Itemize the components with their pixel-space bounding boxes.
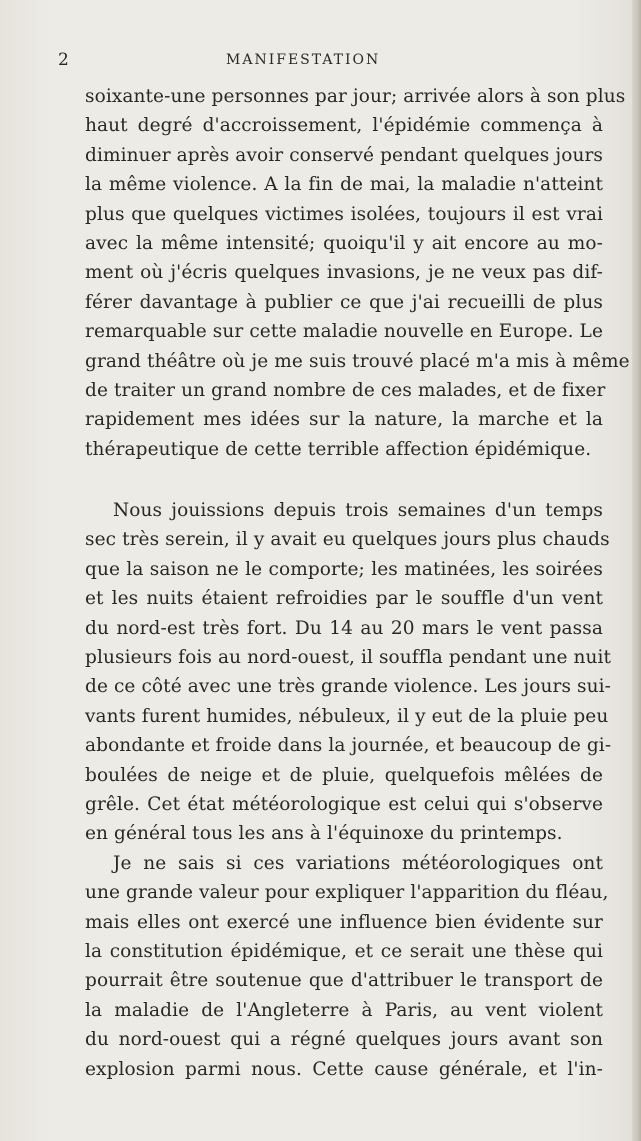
- page-edge-shadow: [632, 0, 641, 1141]
- paragraph-3: [85, 849, 609, 1084]
- text-line: haut degré d'accroissement, l'épidémie commença à: [85, 115, 603, 137]
- text-line: pourrait être soutenue que d'attribuer le transport de: [85, 970, 603, 992]
- text-line: plus que quelques victimes isolées, toujours il est vrai: [85, 203, 603, 225]
- text-line: diminuer après avoir conservé pendant quelques jours: [85, 144, 603, 166]
- text-line: thérapeutique de cette terrible affection épidémique.: [85, 438, 592, 460]
- paragraph-gap: [85, 464, 603, 496]
- text-line: grand théâtre où je me suis trouvé placé m'a mis à même: [85, 350, 630, 372]
- paragraph-2: [85, 496, 612, 849]
- text-line: explosion parmi nous. Cette cause générale, et l'in-: [85, 1058, 603, 1080]
- page-number: 2: [58, 50, 69, 70]
- text-line: grêle. Cet état météorologique est celui qui s'observe: [85, 793, 603, 815]
- text-line: abondante et froide dans la journée, et beaucoup de gi-: [85, 735, 612, 757]
- text-line: du nord-est très fort. Du 14 au 20 mars le vent passa: [85, 617, 603, 639]
- text-line: férer davantage à publier ce que j'ai recueilli de plus: [85, 291, 603, 313]
- running-head: MANIFESTATION: [226, 52, 381, 68]
- text-line: de traiter un grand nombre de ces malades, et de fixer: [85, 379, 606, 401]
- text-line: du nord-ouest qui a régné quelques jours avant son: [85, 1029, 603, 1051]
- page-header: [58, 50, 618, 74]
- text-line: en général tous les ans à l'équinoxe du printemps.: [85, 823, 563, 845]
- paragraph-1: [85, 82, 630, 464]
- text-line: soixante-une personnes par jour; arrivée alors à son plus: [85, 86, 626, 107]
- text-line: vants furent humides, nébuleux, il y eut de la pluie peu: [85, 705, 609, 727]
- text-line: la même violence. A la fin de mai, la maladie n'atteint: [85, 174, 603, 196]
- text-line: plusieurs fois au nord-ouest, il souffla pendant une nuit: [85, 647, 612, 669]
- text-line: rapidement mes idées sur la nature, la marche et la: [85, 409, 603, 431]
- text-line: Nous jouissions depuis trois semaines d'un temps: [113, 500, 603, 522]
- text-line: la maladie de l'Angleterre à Paris, au vent violent: [85, 999, 603, 1021]
- text-line: que la saison ne le comporte; les matinées, les soirées: [85, 558, 603, 580]
- text-line: Je ne sais si ces variations météorologiques ont: [113, 852, 603, 874]
- body-text: [85, 82, 630, 1084]
- text-line: et les nuits étaient refroidies par le souffle d'un vent: [85, 588, 603, 610]
- text-line: une grande valeur pour expliquer l'apparition du fléau,: [85, 882, 609, 904]
- text-line: remarquable sur cette maladie nouvelle en Europe. Le: [85, 321, 603, 343]
- text-line: de ce côté avec une très grande violence. Les jours sui-: [85, 676, 612, 698]
- text-line: avec la même intensité; quoiqu'il y ait encore au mo-: [85, 232, 603, 254]
- text-line: sec très serein, il y avait eu quelques jours plus chauds: [85, 529, 610, 551]
- text-line: la constitution épidémique, et ce serait une thèse qui: [85, 940, 603, 962]
- text-line: boulées de neige et de pluie, quelquefois mêlées de: [85, 764, 603, 786]
- text-line: mais elles ont exercé une influence bien évidente sur: [85, 911, 603, 933]
- text-line: ment où j'écris quelques invasions, je ne veux pas dif-: [85, 262, 603, 284]
